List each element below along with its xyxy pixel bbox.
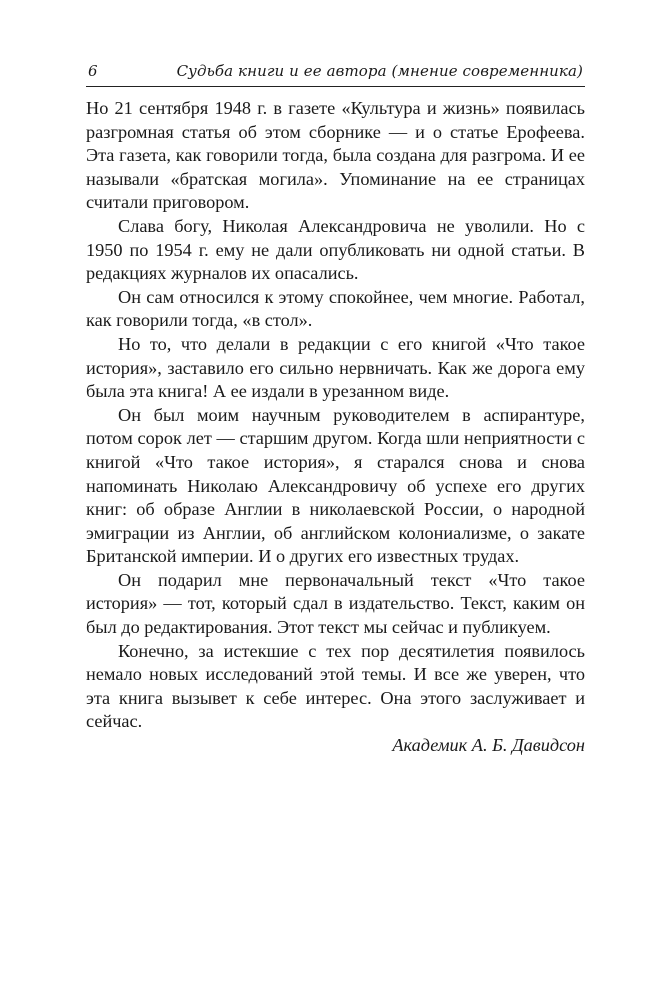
paragraph-6: Он подарил мне первоначальный текст «Что такое история» — тот, который сдал в издательство. Текст, каким он был до редактирования. Этот текст мы сейчас и публикуем. — [86, 569, 585, 638]
author-signature: Академик А. Б. Давидсон — [392, 735, 585, 756]
paragraph-1: Но 21 сентября 1948 г. в газете «Культура и жизнь» появилась разгромная статья об этом сборнике — и о статье Ерофеева. Эта газета, как говорили тогда, была создана для разгрома. И ее называли «братская могила». Упоминание на ее страницах считали приговором. — [86, 98, 585, 213]
running-header — [86, 58, 585, 87]
paragraph-4: Но то, что делали в редакции с его книгой «Что такое история», заставило его сильно нервничать. Как же дорога ему была эта книга! А ее издали в урезанном виде. — [86, 333, 585, 402]
paragraph-7: Конечно, за истекшие с тех пор десятилетия появилось немало новых исследований этой темы. И все же уверен, что эта книга вызывет к себе интерес. Она этого заслуживает и сейчас. — [86, 640, 585, 732]
paragraph-3: Он сам относился к этому спокойнее, чем многие. Работал, как говорили тогда, «в стол». — [86, 286, 585, 331]
running-title: Судьба книги и ее автора (мнение современника) — [176, 62, 583, 80]
page-number: 6 — [88, 62, 98, 80]
body-text — [86, 97, 585, 758]
paragraph-2: Слава богу, Николая Александровича не уволили. Но с 1950 по 1954 г. ему не дали опубликовать ни одной статьи. В редакциях журналов их опасались. — [86, 215, 585, 284]
paragraph-5: Он был моим научным руководителем в аспирантуре, потом сорок лет — старшим другом. Когда шли неприятности с книгой «Что такое история», я старался снова и снова напоминать Николаю Александровичу об успехе его других книг: об образе Англии в николаевской России, о народной эмиграции из Англии, об английском колониализме, о закате Британской империи. И о других его известных трудах. — [86, 404, 585, 567]
